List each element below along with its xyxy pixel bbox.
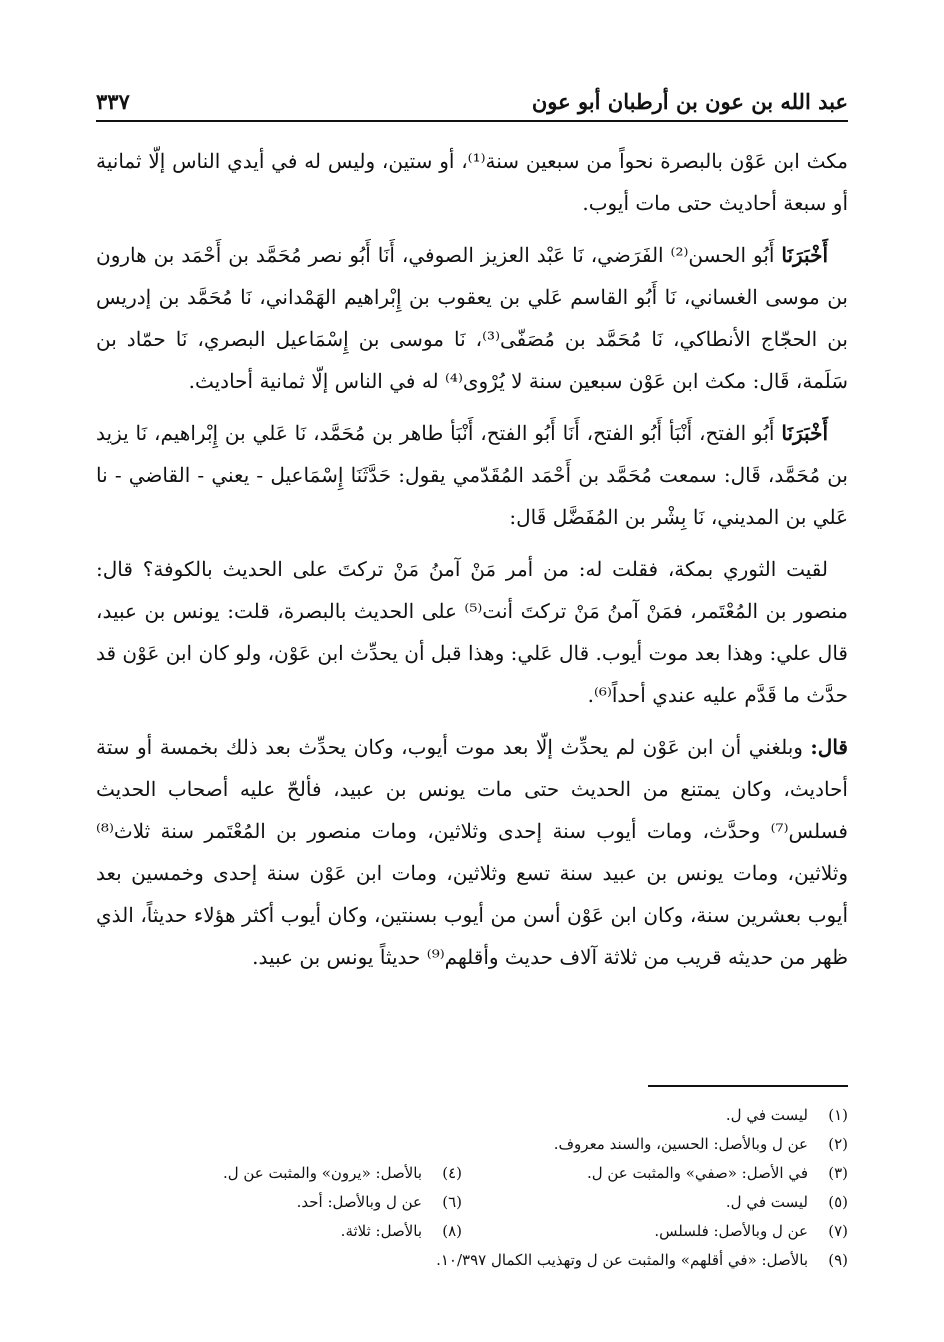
paragraph [96, 412, 848, 538]
footnote [96, 1159, 462, 1188]
footnote-number: (٧) [828, 1222, 848, 1240]
paragraph-text: لقيت الثوري بمكة، فقلت له: من أمر مَنْ آمنُ مَنْ تركتَ على الحديث بالكوفة؟ قال: منصور بن المُعْتَمر، فمَنْ آمنُ مَنْ تركتَ أنت⁽⁵⁾ على الحديث بالبصرة، قلت: يونس بن عبيد، قال علي: وهذا بعد موت أيوب. قال عَلي: وهذا قبل أن يحدِّث ابن عَوْن، ولو كان ابن عَوْن قد حدَّث ما قَدَّم عليه عندي أحداً⁽⁶⁾. [96, 557, 848, 707]
footnote [96, 1130, 848, 1159]
header-title: عبد الله بن عون بن أرطبان أبو عون [531, 89, 848, 114]
footnote [96, 1101, 848, 1130]
running-header [96, 74, 848, 122]
paragraph [96, 726, 848, 978]
paragraph [96, 234, 848, 402]
footnote [96, 1217, 462, 1246]
footnote-number: (٤) [442, 1164, 462, 1182]
footnote [482, 1159, 848, 1188]
footnote-text: عن ل وبالأصل: أحد. [296, 1193, 422, 1211]
footnote-text: بالأصل: «يرون» والمثبت عن ل. [222, 1164, 422, 1182]
footnote-number: (٩) [828, 1251, 848, 1269]
footnote-text: بالأصل: ثلاثة. [340, 1222, 422, 1240]
paragraph-lead: قال: [810, 735, 848, 759]
footnote-list [96, 1101, 848, 1275]
paragraph-text: أَبُو الفتح، أَنْبَأ أَبُو الفتح، أَنَا أَبُو الفتح، أَنْبَأ طاهر بن مُحَمَّد، نَا عَلي بن إِبْراهيم، نَا يزيد بن مُحَمَّد، قَال: سمعت مُحَمَّد بن أَحْمَد المُقَدّمي يقول: حَدَّثَنَا إِسْمَاعيل - يعني - القاضي - نا عَلي بن المديني، نَا بِشْر بن المُفَضَّل قَال: [96, 421, 848, 529]
footnote-number: (٣) [828, 1164, 848, 1182]
footnote [96, 1188, 462, 1217]
footnote [96, 1246, 848, 1275]
paragraph-text: أَبُو الحسن⁽²⁾ الفَرَضي، نَا عَبْد العزيز الصوفي، أَنَا أَبُو نصر مُحَمَّد بن أَحْمَد بن هارون بن موسى الغساني، نَا أَبُو القاسم عَلي بن يعقوب بن إِبْراهيم الهَمْداني، نَا مُحَمَّد بن إدريس بن الحجّاج الأنطاكي، نَا مُحَمَّد بن مُصَفّى⁽³⁾، نَا موسى بن إِسْمَاعيل البصري، نَا حمّاد بن سَلَمة، قَال: مكث ابن عَوْن سبعين سنة لا يُرْوى⁽⁴⁾ له في الناس إلّا ثمانية أحاديث. [96, 243, 848, 393]
paragraph-text: مكث ابن عَوْن بالبصرة نحواً من سبعين سنة⁽¹⁾، أو ستين، وليس له في أيدي الناس إلّا ثمانية أو سبعة أحاديث حتى مات أيوب. [96, 149, 848, 215]
footnote-text: في الأصل: «صفي» والمثبت عن ل. [586, 1164, 808, 1182]
paragraph-lead: أَخْبَرَنَا [781, 421, 828, 445]
footnote-number: (٢) [828, 1135, 848, 1153]
main-text [96, 140, 848, 988]
footnote-number: (٨) [442, 1222, 462, 1240]
paragraph [96, 548, 848, 716]
footnote-number: (٥) [828, 1193, 848, 1211]
paragraph [96, 140, 848, 224]
footnote-text: ليست في ل. [725, 1193, 808, 1211]
paragraph-lead: أَخْبَرَنَا [781, 243, 828, 267]
footnote-text: عن ل وبالأصل: الحسين، والسند معروف. [553, 1135, 808, 1153]
footnote-text: عن ل وبالأصل: فلسلس. [654, 1222, 808, 1240]
footnote-text: ليست في ل. [725, 1106, 808, 1124]
footnote-divider [648, 1085, 848, 1087]
footnote [482, 1217, 848, 1246]
footnotes [96, 1085, 848, 1275]
paragraph-text: وبلغني أن ابن عَوْن لم يحدِّث إلّا بعد موت أيوب، وكان يحدِّث بعد ذلك بخمسة أو ستة أحاديث، وكان يمتنع من الحديث حتى مات يونس بن عبيد، فألحّ عليه أصحاب الحديث فسلس⁽⁷⁾ وحدَّث، ومات أيوب سنة إحدى وثلاثين، ومات منصور بن المُعْتَمر سنة ثلاث⁽⁸⁾ وثلاثين، ومات يونس بن عبيد سنة تسع وثلاثين، ومات ابن عَوْن سنة إحدى وخمسين بعد أيوب بعشرين سنة، وكان ابن عَوْن أسن من أيوب بسنتين، وكان أيوب أكثر هؤلاء حديثاً، الذي ظهر من حديثه قريب من ثلاثة آلاف حديث وأقلهم⁽⁹⁾ حديثاً يونس بن عبيد. [96, 735, 848, 969]
footnote-number: (١) [828, 1106, 848, 1124]
footnote-text: بالأصل: «في أقلهم» والمثبت عن ل وتهذيب الكمال ١٠/٣٩٧. [436, 1251, 808, 1269]
footnote [482, 1188, 848, 1217]
footnote-number: (٦) [442, 1193, 462, 1211]
page-number: ٣٣٧ [96, 89, 130, 114]
